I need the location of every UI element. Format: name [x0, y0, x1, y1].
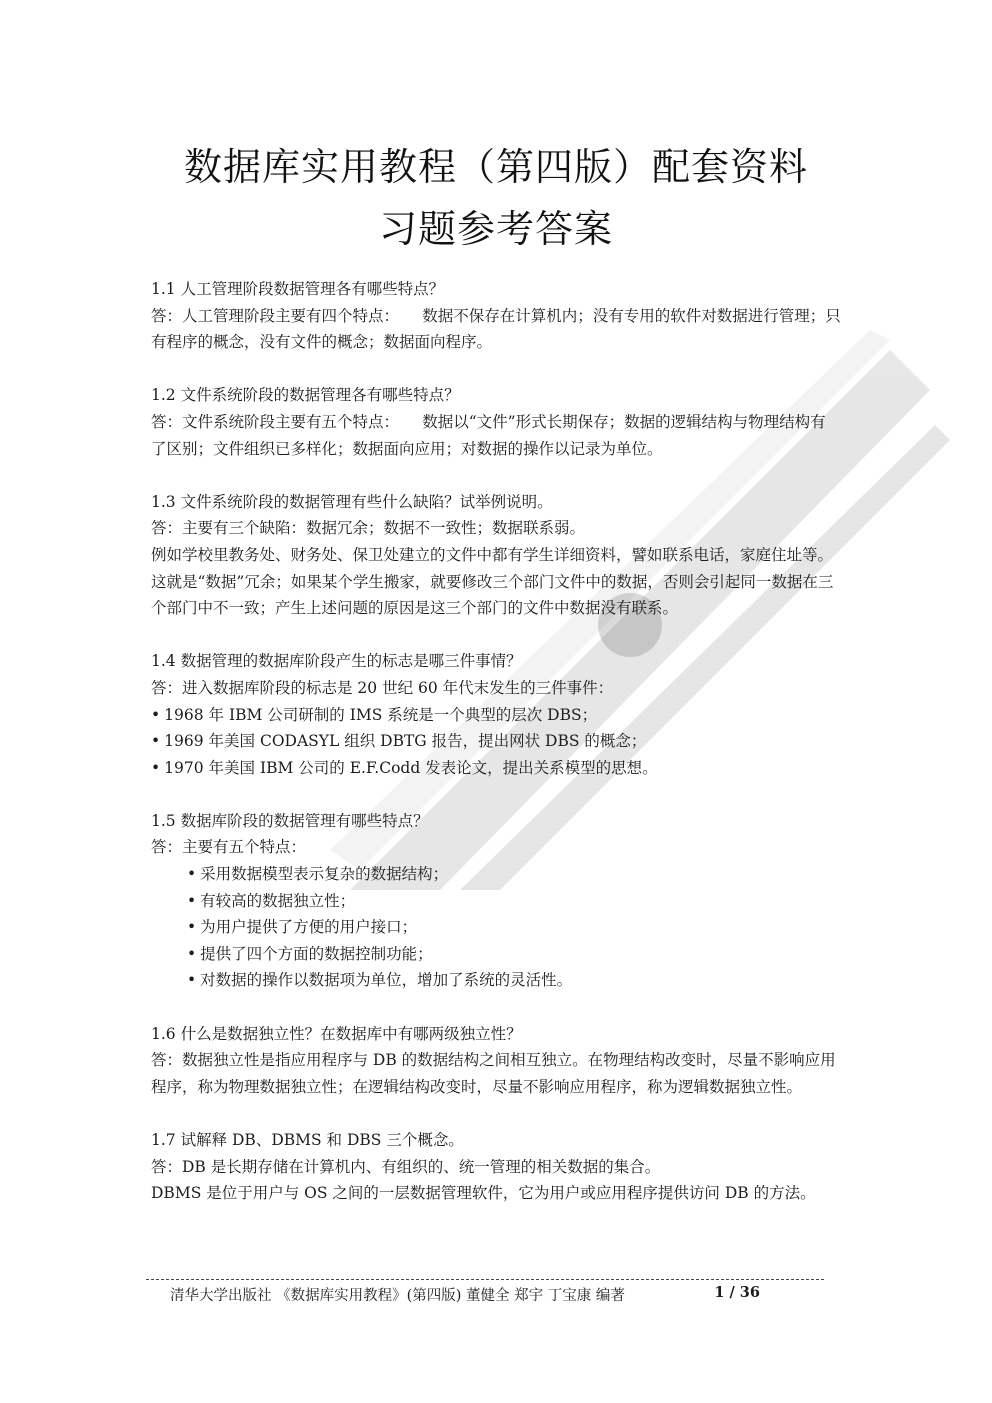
section-1-7	[151, 1127, 841, 1207]
footer-divider	[146, 1279, 824, 1280]
answer: 答：人工管理阶段主要有四个特点： 数据不保存在计算机内；没有专用的软件对数据进行管理；只有程序的概念，没有文件的概念；数据面向程序。	[151, 306, 841, 352]
answer: 答：文件系统阶段主要有五个特点： 数据以“文件”形式长期保存；数据的逻辑结构与物理结构有了区别；文件组织已多样化；数据面向应用；对数据的操作以记录为单位。	[151, 412, 826, 458]
question: 1.1 人工管理阶段数据管理各有哪些特点？	[151, 280, 445, 298]
dbms-definition: DBMS 是位于用户与 OS 之间的一层数据管理软件，它为用户或应用程序提供访问 DB 的方法。	[151, 1184, 816, 1203]
bullet-icon: •	[187, 944, 197, 963]
bullet-icon: •	[187, 891, 197, 910]
bullet-list	[151, 861, 841, 994]
document-title: 数据库实用教程（第四版）配套资料	[183, 145, 808, 189]
answer: 答：主要有五个特点：	[151, 838, 307, 857]
list-item: • 为用户提供了方便的用户接口；	[187, 918, 418, 937]
bullet-list	[151, 702, 841, 782]
footer-publisher: 清华大学出版社 《数据库实用教程》(第四版) 董健全 郑宇 丁宝康 编著	[170, 1288, 625, 1304]
question: 1.6 什么是数据独立性？在数据库中有哪两级独立性？	[151, 1024, 522, 1043]
section-1-1	[151, 276, 841, 356]
question: 1.2 文件系统阶段的数据管理各有哪些特点？	[151, 386, 460, 405]
answer: 答：进入数据库阶段的标志是 20 世纪 60 年代末发生的三件事件：	[151, 678, 614, 697]
list-item: • 1968 年 IBM 公司研制的 IMS 系统是一个典型的层次 DBS；	[151, 705, 598, 724]
list-item: • 提供了四个方面的数据控制功能；	[187, 944, 433, 963]
list-item: • 采用数据模型表示复杂的数据结构；	[187, 865, 449, 884]
document-body	[151, 276, 841, 1233]
answer: 答：主要有三个缺陷：数据冗余；数据不一致性；数据联系弱。	[151, 519, 586, 538]
page-indicator: 1 / 36	[714, 1284, 760, 1301]
list-item: • 1970 年美国 IBM 公司的 E.F.Codd 发表论文，提出关系模型的思想。	[151, 758, 658, 777]
question: 1.3 文件系统阶段的数据管理有些什么缺陷？试举例说明。	[151, 492, 553, 511]
section-1-5	[151, 808, 841, 994]
bullet-icon: •	[151, 758, 161, 777]
bullet-icon: •	[151, 732, 161, 751]
answer: 答：DB 是长期存储在计算机内、有组织的、统一管理的相关数据的集合。	[151, 1157, 661, 1176]
answer: 答：数据独立性是指应用程序与 DB 的数据结构之间相互独立。在物理结构改变时，尽量不影响应用程序，称为物理数据独立性；在逻辑结构改变时，尽量不影响应用程序，称为逻辑数据独立性。	[151, 1051, 836, 1096]
page-footer	[170, 1284, 820, 1305]
document-subtitle: 习题参考答案	[378, 207, 613, 251]
bullet-icon: •	[187, 971, 197, 990]
list-item: • 1969 年美国 CODASYL 组织 DBTG 报告，提出网状 DBS 的概念；	[151, 732, 647, 751]
question: 1.5 数据库阶段的数据管理有哪些特点？	[151, 811, 429, 830]
question: 1.4 数据管理的数据库阶段产生的标志是哪三件事情？	[151, 652, 522, 671]
example-paragraph: 例如学校里教务处、财务处、保卫处建立的文件中都有学生详细资料，譬如联系电话，家庭住址等。这就是“数据”冗余；如果某个学生搬家，就要修改三个部门文件中的数据，否则会引起同一数据在三个部门中不一致；产生上述问题的原因是这三个部门的文件中数据没有联系。	[151, 545, 834, 618]
section-1-2	[151, 382, 841, 462]
section-1-6	[151, 1021, 841, 1101]
list-item: • 有较高的数据独立性；	[187, 891, 356, 910]
section-1-4	[151, 648, 841, 781]
bullet-icon: •	[187, 865, 197, 884]
section-1-3	[151, 489, 841, 622]
bullet-icon: •	[151, 705, 161, 724]
question: 1.7 试解释 DB、DBMS 和 DBS 三个概念。	[151, 1131, 464, 1149]
bullet-icon: •	[187, 918, 197, 937]
list-item: • 对数据的操作以数据项为单位，增加了系统的灵活性。	[187, 971, 573, 990]
